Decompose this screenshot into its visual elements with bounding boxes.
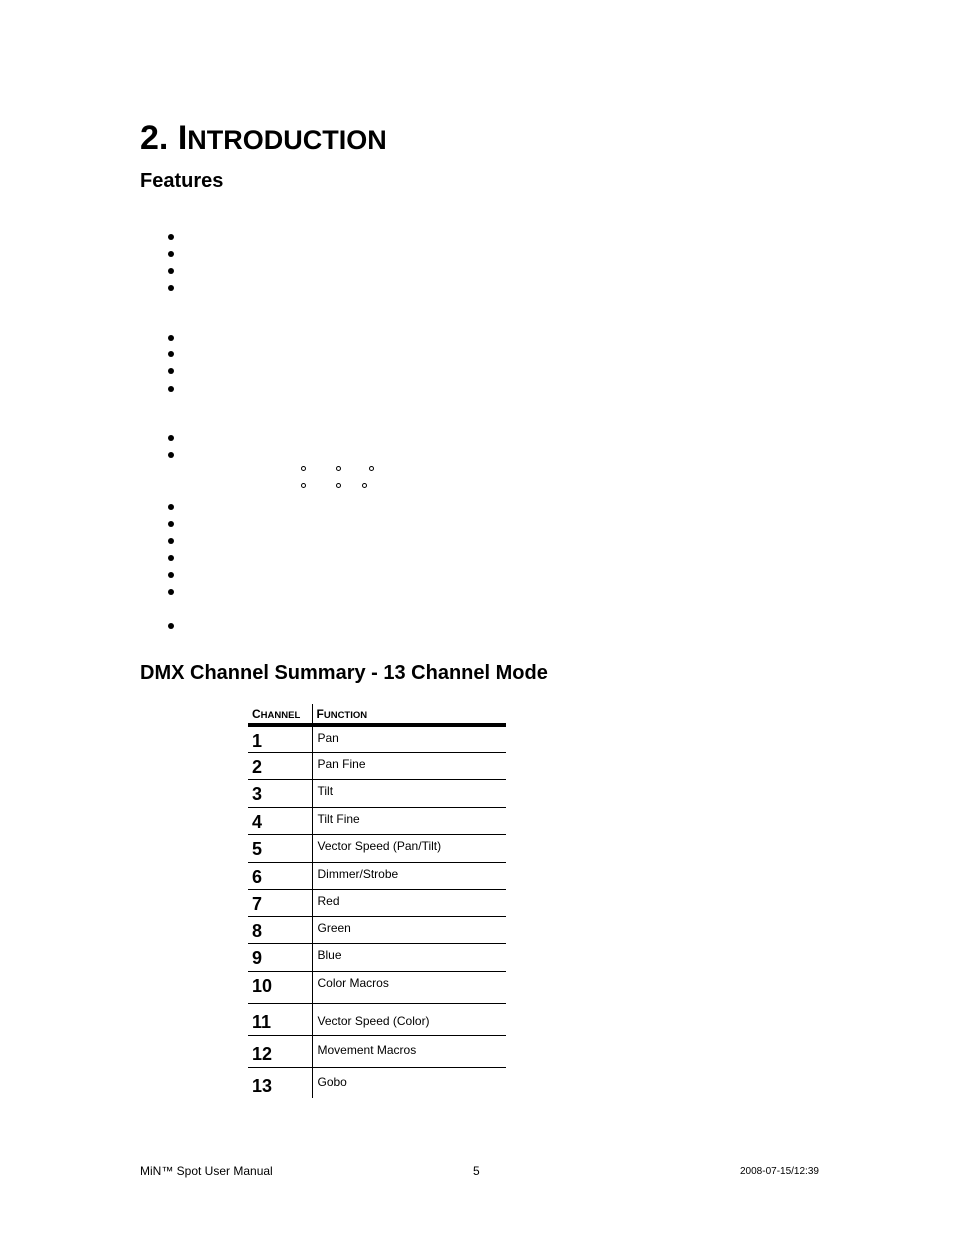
- channel-number: 5: [248, 834, 312, 862]
- table-row: [248, 1067, 506, 1098]
- table-row: [248, 1003, 506, 1035]
- feature-sub-bullet: [300, 482, 307, 489]
- channel-number: 4: [248, 807, 312, 834]
- dmx-heading: DMX Channel Summary - 13 Channel Mode: [140, 662, 548, 684]
- table-row: [248, 752, 506, 779]
- channel-function: Pan: [312, 725, 506, 752]
- table-row: [248, 971, 506, 1003]
- channel-function: Vector Speed (Color): [312, 1003, 506, 1035]
- channel-number: 9: [248, 943, 312, 971]
- channel-function: Vector Speed (Pan/Tilt): [312, 834, 506, 862]
- feature-bullet: [166, 587, 176, 597]
- channel-function: Tilt: [312, 779, 506, 807]
- table-row: [248, 725, 506, 752]
- table-row: [248, 916, 506, 943]
- feature-bullet: [166, 283, 176, 293]
- footer-manual-title: MiN™ Spot User Manual: [140, 1164, 273, 1178]
- table-row: [248, 807, 506, 834]
- feature-bullet: [166, 366, 176, 376]
- feature-bullet: [166, 266, 176, 276]
- table-row: [248, 1035, 506, 1067]
- channel-number: 12: [248, 1035, 312, 1067]
- feature-bullet: [166, 433, 176, 443]
- column-header-function: FUNCTION: [312, 704, 506, 725]
- channel-function: Pan Fine: [312, 752, 506, 779]
- footer-page-number: 5: [473, 1164, 480, 1178]
- feature-bullet: [166, 536, 176, 546]
- table-row: [248, 834, 506, 862]
- feature-bullet: [166, 384, 176, 394]
- feature-bullet: [166, 570, 176, 580]
- table-row: [248, 779, 506, 807]
- feature-sub-bullet: [300, 465, 307, 472]
- table-header-row: [248, 704, 506, 725]
- feature-bullet: [166, 450, 176, 460]
- table-row: [248, 862, 506, 889]
- section-title-rest: NTRODUCTION: [187, 125, 387, 155]
- table-row: [248, 889, 506, 916]
- channel-function: Gobo: [317, 1074, 347, 1089]
- feature-bullet: [166, 519, 176, 529]
- channel-function: Tilt Fine: [312, 807, 506, 834]
- channel-number: 13: [248, 1067, 312, 1098]
- feature-bullet: [166, 502, 176, 512]
- feature-bullet: [166, 621, 176, 631]
- feature-bullet: [166, 249, 176, 259]
- feature-sub-bullet: [368, 465, 375, 472]
- channel-function: Movement Macros: [312, 1035, 506, 1067]
- dmx-channel-table: [248, 704, 506, 1098]
- footer-timestamp: 2008-07-15/12:39: [740, 1166, 819, 1177]
- feature-bullet: [166, 553, 176, 563]
- channel-number: 1: [248, 725, 312, 752]
- feature-sub-bullet: [361, 482, 368, 489]
- feature-sub-bullet: [335, 465, 342, 472]
- channel-number: 7: [248, 889, 312, 916]
- channel-number: 2: [248, 752, 312, 779]
- section-title: [140, 114, 387, 164]
- table-row: [248, 943, 506, 971]
- channel-number: 3: [248, 779, 312, 807]
- channel-number: 11: [248, 1003, 312, 1035]
- feature-bullet: [166, 232, 176, 242]
- channel-function: Red: [312, 889, 506, 916]
- section-title-initial: I: [177, 119, 188, 157]
- channel-number: 8: [248, 916, 312, 943]
- section-number: 2.: [140, 119, 169, 157]
- feature-bullet: [166, 349, 176, 359]
- feature-sub-bullet: [335, 482, 342, 489]
- channel-number: 10: [248, 971, 312, 1003]
- channel-number: 6: [248, 862, 312, 889]
- column-header-channel: CHANNEL: [248, 704, 312, 725]
- feature-bullet: [166, 333, 176, 343]
- features-heading: Features: [140, 170, 224, 192]
- channel-function: Green: [312, 916, 506, 943]
- channel-function: Dimmer/Strobe: [312, 862, 506, 889]
- channel-function: Color Macros: [312, 971, 506, 1003]
- channel-function: Blue: [312, 943, 506, 971]
